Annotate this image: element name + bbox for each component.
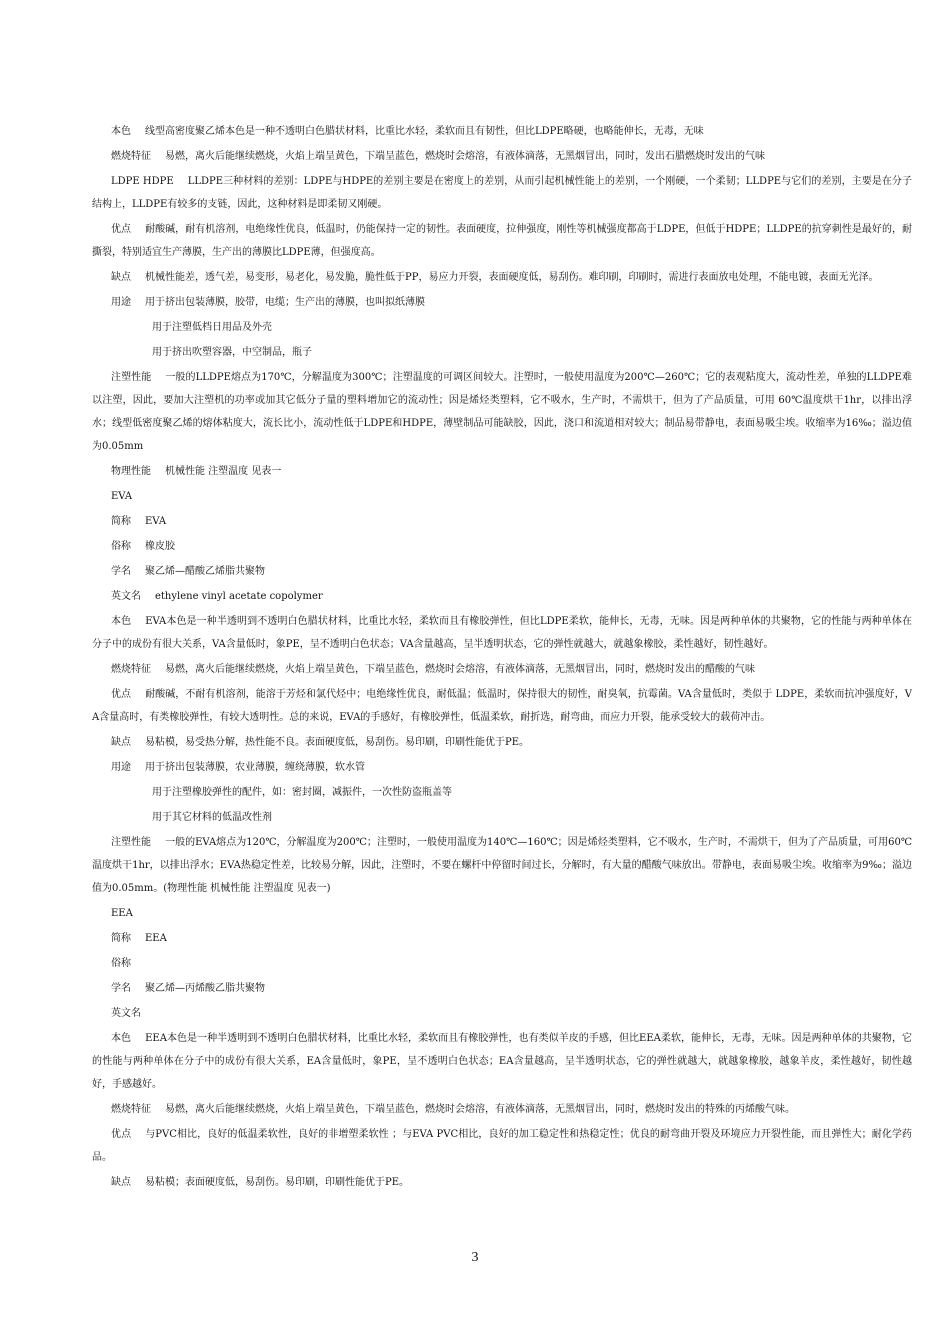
paragraph-label: 俗称 — [111, 541, 131, 552]
paragraph-text: 用于注塑橡胶弹性的配件，如：密封圈，减振件，一次性防盗瓶盖等 — [152, 787, 452, 798]
paragraph — [92, 977, 912, 1000]
paragraph — [92, 831, 912, 900]
paragraph-text: 聚乙烯—丙烯酸乙脂共聚物 — [145, 983, 265, 994]
paragraph-text: 用于注塑低档日用品及外壳 — [152, 322, 272, 333]
paragraph — [92, 218, 912, 264]
paragraph-label: 俗称 — [111, 958, 131, 969]
paragraph-label: 本色 — [111, 126, 131, 137]
paragraph — [92, 535, 912, 558]
paragraph-label: 英文名 — [111, 1008, 141, 1019]
paragraph — [92, 781, 912, 804]
paragraph-text: EVA — [145, 516, 167, 527]
paragraph-label: 缺点 — [111, 1177, 131, 1188]
paragraph-text: 耐酸碱，耐有机溶剂，电绝缘性优良，低温时，仍能保持一定的韧性。表面硬度，拉伸强度，刚性等机械强度都高于LDPE，但低于HDPE；LLDPE的抗穿刺性是最好的，耐撕裂，特别适宜生产薄膜，生产出的薄膜比LDPE薄，但强度高。 — [92, 224, 913, 258]
paragraph-label: 注塑性能 — [111, 837, 152, 848]
paragraph-label: 学名 — [111, 983, 131, 994]
paragraph — [92, 1123, 912, 1169]
paragraph-label: 注塑性能 — [111, 372, 152, 383]
paragraph-text: 耐酸碱，不耐有机溶剂，能溶于芳烃和氯代烃中；电绝缘性优良，耐低温；低温时，保持很大的韧性，耐臭氧，抗霉菌。VA含量低时，类似于 LDPE，柔软而抗冲强度好，VA含量高时，有类橡胶弹性，有较大透明性。总的来说，EVA的手感好，有橡胶弹性，低温柔软，耐折选，耐弯曲，而应力开裂，能承受较大的载荷冲击。 — [92, 689, 912, 723]
paragraph — [92, 952, 912, 975]
paragraph-text: 与PVC相比，良好的低温柔软性，良好的非增塑柔软性 ；与EVA PVC相比，良好的加工稳定性和热稳定性；优良的耐弯曲开裂及环境应力开裂性能，而且弹性大；耐化学药品。 — [92, 1129, 913, 1163]
paragraph — [92, 510, 912, 533]
paragraph-label: 本色 — [111, 616, 132, 627]
paragraph — [92, 145, 912, 168]
paragraph-text: LLDPE三种材料的差别：LDPE与HDPE的差别主要是在密度上的差别，从而引起机械性能上的差别，一个刚硬，一个柔韧；LLDPE与它们的差别，主要是在分子结构上，LLDPE有较多的支链，因此，这种材料是即柔韧又刚硬。 — [92, 176, 912, 210]
paragraph — [92, 291, 912, 314]
paragraph-label: 燃烧特征 — [111, 1104, 151, 1115]
paragraph-text: 易燃，离火后能继续燃烧，火焰上端呈黄色，下端呈蓝色，燃烧时会熔溶，有液体滴落，无黑烟冒出，同时，燃烧时发出的特殊的丙烯酸气味。 — [165, 1104, 795, 1115]
paragraph-text: 易粘模；表面硬度低，易刮伤。易印刷，印刷性能优于PE。 — [145, 1177, 410, 1188]
paragraph-label: 缺点 — [111, 737, 131, 748]
paragraph — [92, 683, 912, 729]
paragraph — [92, 731, 912, 754]
paragraph-text: 机械性能差，透气差，易变形，易老化，易发脆，脆性低于PP，易应力开裂，表面硬度低，易刮伤。难印刷，印刷时，需进行表面放电处理，不能电镀，表面无光泽。 — [145, 272, 879, 283]
paragraph — [92, 1098, 912, 1121]
paragraph-label: 本色 — [111, 1033, 132, 1044]
paragraph-text: EEA — [145, 933, 167, 944]
paragraph-label: 燃烧特征 — [111, 151, 151, 162]
paragraph-text: 聚乙烯—醋酸乙烯脂共聚物 — [145, 566, 265, 577]
paragraph-text: 机械性能 注塑温度 见表一 — [165, 466, 282, 477]
paragraph — [92, 316, 912, 339]
paragraph — [92, 460, 912, 483]
paragraph-label: 用途 — [111, 297, 131, 308]
paragraph — [92, 366, 912, 458]
paragraph-text: 易燃，离火后能继续燃烧，火焰上端呈黄色，下端呈蓝色，燃烧时会熔溶，有液体滴落，无黑烟冒出，同时，燃烧时发出的醋酸的气味 — [165, 664, 755, 675]
paragraph-text: 一般的EVA熔点为120℃，分解温度为200℃；注塑时，一般使用温度为140℃—160℃；因是烯烃类塑料，它不吸水，生产时，不需烘干，但为了产品质量，可用60℃温度烘干1hr，以排出浮水；EVA热稳定性差，比较易分解，因此，注塑时，不要在螺杆中停留时间过长，分解时，有大量的醋酸气味放出。带静电，表面易吸尘埃。收缩率为9‰；溢边值为0.05mm。(物理性能 机械性能 注塑温度 见表一) — [92, 837, 913, 894]
paragraph — [92, 927, 912, 950]
paragraph-text: EEA本色是一种半透明到不透明白色腊状材料，比重比水轻，柔软而且有橡胶弹性，也有类似羊皮的手感，但比EEA柔软，能伸长，无毒，无味。因是两种单体的共聚物，它的性能与两种单体在分子中的成份有很大关系，EA含量低时，象PE，呈不透明白色状态；EA含量越高，呈半透明状态，它的弹性就越大，就越象橡胶，越象羊皮，柔性越好，韧性越好，手感越好。 — [92, 1033, 912, 1090]
document-body — [92, 120, 912, 1196]
paragraph-text: 易粘模，易受热分解，热性能不良。表面硬度低，易刮伤。易印刷，印刷性能优于PE。 — [145, 737, 530, 748]
paragraph — [92, 1171, 912, 1194]
paragraph — [92, 658, 912, 681]
paragraph-label: 简称 — [111, 516, 131, 527]
paragraph-label: 物理性能 — [111, 466, 151, 477]
paragraph-label: 用途 — [111, 762, 131, 773]
paragraph-label: 燃烧特征 — [111, 664, 151, 675]
paragraph — [92, 756, 912, 779]
paragraph-label: 缺点 — [111, 272, 131, 283]
paragraph-label: 优点 — [111, 224, 132, 235]
paragraph-text: 易燃，离火后能继续燃烧，火焰上端呈黄色，下端呈蓝色，燃烧时会熔溶，有液体滴落，无黑烟冒出，同时，发出石腊燃烧时发出的气味 — [165, 151, 765, 162]
paragraph-text: 用于挤出吹塑容器，中空制品，瓶子 — [152, 347, 312, 358]
paragraph — [92, 120, 912, 143]
paragraph — [92, 902, 912, 925]
paragraph-text: EVA本色是一种半透明到不透明白色腊状材料，比重比水轻，柔软而且有橡胶弹性，但比LDPE柔软，能伸长，无毒，无味。因是两种单体的共聚物，它的性能与两种单体在分子中的成份有很大关系，VA含量低时，象PE，呈不透明白色状态；VA含量越高，呈半透明状态，它的弹性就越大，就越象橡胶，柔性越好，韧性越好。 — [92, 616, 913, 650]
paragraph-text: 线型高密度聚乙烯本色是一种不透明白色腊状材料，比重比水轻，柔软而且有韧性，但比LDPE略硬，也略能伸长，无毒，无味 — [145, 126, 704, 137]
paragraph-label: EEA — [111, 908, 133, 919]
paragraph-label: 优点 — [111, 1129, 132, 1140]
paragraph — [92, 610, 912, 656]
paragraph — [92, 1002, 912, 1025]
paragraph-label: 学名 — [111, 566, 131, 577]
paragraph-text: 用于挤出包装薄膜，农业薄膜，缠绕薄膜，软水管 — [145, 762, 365, 773]
paragraph — [92, 170, 912, 216]
paragraph — [92, 560, 912, 583]
paragraph — [92, 266, 912, 289]
paragraph — [92, 1027, 912, 1096]
paragraph-label: EVA — [111, 491, 133, 502]
paragraph-text: 一般的LLDPE熔点为170℃，分解温度为300℃；注塑温度的可调区间较大。注塑时，一般使用温度为200℃—260℃；它的表观粘度大，流动性差，单独的LLDPE难以注塑，因此，要加大注塑机的功率或加其它低分子量的塑料增加它的流动性；因是烯烃类塑料，它不吸水，生产时，不需烘干，但为了产品质量，可用 60℃温度烘干1hr，以排出浮水；线型低密度聚乙烯的熔体粘度大，流长比小，流动性低于LDPE和HDPE，薄壁制品可能缺胶，因此，浇口和流道相对较大；制品易带静电，表面易吸尘埃。收缩率为16‰；溢边值为0.05mm — [92, 372, 913, 452]
page-number: 3 — [471, 1250, 479, 1265]
paragraph-text: 用于挤出包装薄膜，胶带，电缆；生产出的薄膜，也叫拟纸薄膜 — [145, 297, 425, 308]
paragraph-text: 用于其它材料的低温改性剂 — [152, 812, 272, 823]
paragraph-text: 橡皮胶 — [145, 541, 175, 552]
paragraph-text: ethylene vinyl acetate copolymer — [155, 591, 323, 602]
paragraph — [92, 485, 912, 508]
paragraph-label: 优点 — [111, 689, 132, 700]
paragraph — [92, 806, 912, 829]
paragraph-label: 简称 — [111, 933, 131, 944]
paragraph — [92, 585, 912, 608]
paragraph — [92, 341, 912, 364]
paragraph-label: 英文名 — [111, 591, 141, 602]
paragraph-label: LDPE HDPE — [111, 176, 174, 187]
